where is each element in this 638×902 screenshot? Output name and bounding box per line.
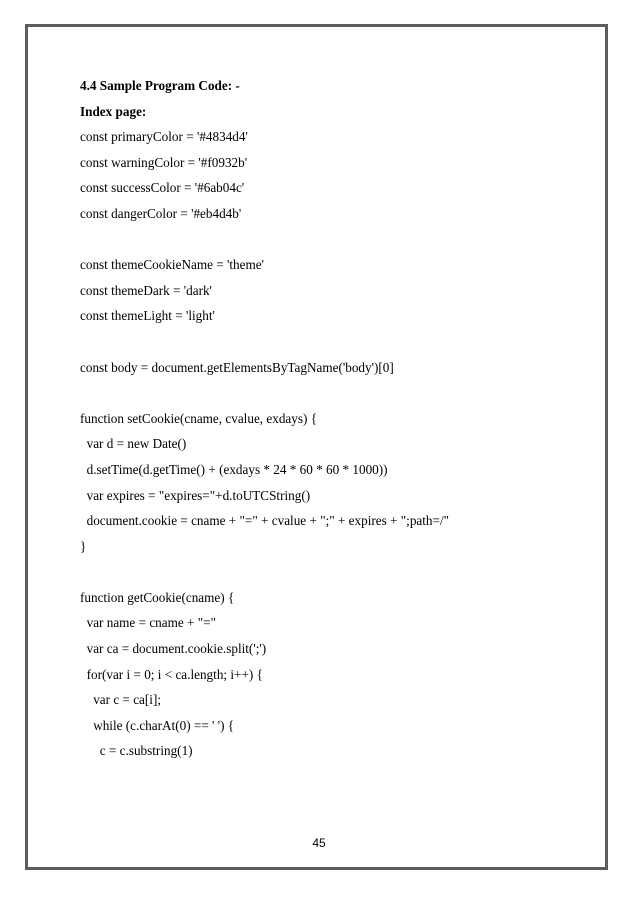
code-line: const dangerColor = '#eb4d4b' [80, 205, 242, 221]
code-line: const themeDark = 'dark' [80, 282, 212, 298]
code-line: while (c.charAt(0) == ' ') { [80, 717, 235, 733]
blank-line [80, 382, 590, 408]
code-line: const themeCookieName = 'theme' [80, 257, 264, 273]
code-line: function setCookie(cname, cvalue, exdays) { [80, 410, 318, 426]
blank-line [80, 331, 590, 357]
code-line: d.setTime(d.getTime() + (exdays * 24 * 60 * 60 * 1000)) [80, 461, 388, 477]
code-line: const body = document.getElementsByTagName('body')[0] [80, 359, 394, 375]
page-content [80, 75, 590, 766]
page-number: 45 [312, 836, 326, 850]
code-line: function getCookie(cname) { [80, 589, 235, 605]
code-line: const themeLight = 'light' [80, 308, 215, 324]
blank-line [80, 229, 590, 255]
section-heading: 4.4 Sample Program Code: - [80, 78, 240, 93]
code-block [80, 126, 590, 766]
code-line: for(var i = 0; i < ca.length; i++) { [80, 666, 263, 682]
code-line: c = c.substring(1) [80, 743, 193, 759]
code-line: var d = new Date() [80, 436, 187, 452]
code-line: const warningColor = '#f0932b' [80, 154, 248, 170]
code-line: } [80, 538, 87, 554]
code-line: var c = ca[i]; [80, 692, 162, 708]
code-line: document.cookie = cname + "=" + cvalue + ";" + expires + ";path=/" [80, 513, 450, 529]
code-line: var expires = "expires="+d.toUTCString() [80, 487, 311, 503]
code-line: var ca = document.cookie.split(';') [80, 641, 267, 657]
code-line: const successColor = '#6ab04c' [80, 180, 245, 196]
section-subtitle: Index page: [80, 103, 147, 119]
code-line: const primaryColor = '#4834d4' [80, 129, 248, 145]
code-line: var name = cname + "=" [80, 615, 216, 631]
blank-line [80, 561, 590, 587]
